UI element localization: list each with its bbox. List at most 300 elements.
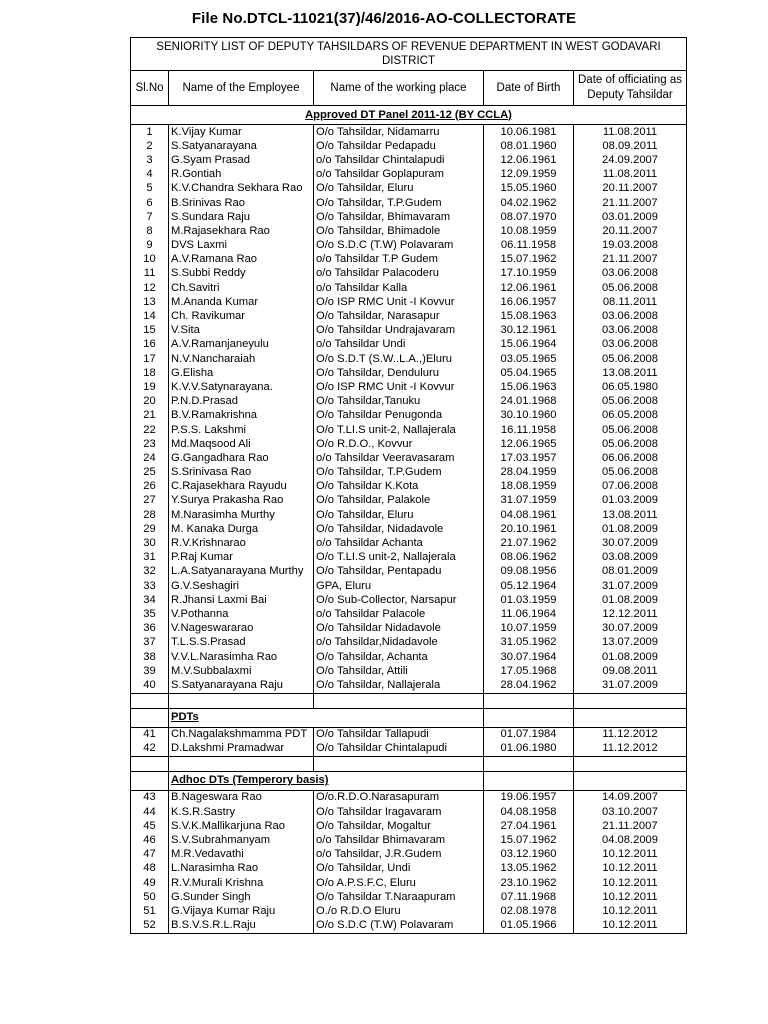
cell-employee-name: P.N.D.Prasad bbox=[169, 395, 314, 409]
cell-employee-name: Ch.Nagalakshmamma PDT bbox=[169, 727, 314, 742]
cell-employee-name: K.Vijay Kumar bbox=[169, 125, 314, 140]
cell-employee-name: L.A.Satyanarayana Murthy bbox=[169, 565, 314, 579]
table-row bbox=[131, 848, 687, 862]
table-row bbox=[131, 295, 687, 309]
cell-date-officiating: 10.12.2011 bbox=[574, 890, 687, 904]
cell-date-officiating: 13.08.2011 bbox=[574, 366, 687, 380]
cell-working-place: O/o Tahsildar, Palakole bbox=[314, 494, 484, 508]
empty-cell bbox=[484, 708, 574, 727]
cell-working-place: O/o Tahsildar, Narasapur bbox=[314, 309, 484, 323]
seniority-table bbox=[130, 37, 687, 934]
cell-employee-name: R.V.Murali Krishna bbox=[169, 876, 314, 890]
cell-date-of-birth: 12.09.1959 bbox=[484, 168, 574, 182]
empty-cell bbox=[169, 756, 314, 771]
table-row bbox=[131, 862, 687, 876]
cell-slno: 51 bbox=[131, 904, 169, 918]
empty-cell bbox=[574, 771, 687, 790]
cell-date-of-birth: 10.07.1959 bbox=[484, 622, 574, 636]
cell-slno: 3 bbox=[131, 153, 169, 167]
cell-date-of-birth: 08.01.1960 bbox=[484, 139, 574, 153]
cell-date-of-birth: 16.11.1958 bbox=[484, 423, 574, 437]
cell-employee-name: S.Satyanarayana Raju bbox=[169, 678, 314, 693]
table-row bbox=[131, 338, 687, 352]
cell-employee-name: G.Sunder Singh bbox=[169, 890, 314, 904]
cell-employee-name: L.Narasimha Rao bbox=[169, 862, 314, 876]
cell-date-officiating: 06.06.2008 bbox=[574, 451, 687, 465]
cell-working-place: O/o Tahsildar K.Kota bbox=[314, 480, 484, 494]
column-header-slno: Sl.No bbox=[131, 71, 169, 106]
cell-date-of-birth: 05.12.1964 bbox=[484, 579, 574, 593]
cell-date-officiating: 05.06.2008 bbox=[574, 352, 687, 366]
cell-date-of-birth: 19.06.1957 bbox=[484, 790, 574, 805]
cell-date-officiating: 01.08.2009 bbox=[574, 522, 687, 536]
cell-slno: 14 bbox=[131, 309, 169, 323]
cell-date-officiating: 03.01.2009 bbox=[574, 210, 687, 224]
cell-working-place: O/o Tahsildar, Undi bbox=[314, 862, 484, 876]
cell-slno: 1 bbox=[131, 125, 169, 140]
cell-date-officiating: 03.06.2008 bbox=[574, 309, 687, 323]
cell-date-officiating: 05.06.2008 bbox=[574, 423, 687, 437]
cell-employee-name: V.Pothanna bbox=[169, 607, 314, 621]
cell-date-of-birth: 07.11.1968 bbox=[484, 890, 574, 904]
empty-cell bbox=[314, 693, 484, 708]
cell-employee-name: G.Gangadhara Rao bbox=[169, 451, 314, 465]
cell-working-place: O/o R.D.O., Kovvur bbox=[314, 437, 484, 451]
cell-date-officiating: 11.08.2011 bbox=[574, 125, 687, 140]
cell-slno: 48 bbox=[131, 862, 169, 876]
cell-employee-name: V.V.L.Narasimha Rao bbox=[169, 650, 314, 664]
cell-date-officiating: 08.01.2009 bbox=[574, 565, 687, 579]
table-row bbox=[131, 423, 687, 437]
cell-date-of-birth: 04.02.1962 bbox=[484, 196, 574, 210]
cell-working-place: O/o Tahsildar,Tanuku bbox=[314, 395, 484, 409]
cell-working-place: o/o Tahsildar Achanta bbox=[314, 536, 484, 550]
cell-working-place: O/o S.D.C (T.W) Polavaram bbox=[314, 239, 484, 253]
table-row bbox=[131, 664, 687, 678]
cell-employee-name: B.Srinivas Rao bbox=[169, 196, 314, 210]
cell-employee-name: Y.Surya Prakasha Rao bbox=[169, 494, 314, 508]
cell-date-officiating: 01.08.2009 bbox=[574, 650, 687, 664]
section-heading: PDTs bbox=[169, 708, 484, 727]
cell-date-officiating: 01.03.2009 bbox=[574, 494, 687, 508]
cell-date-of-birth: 15.06.1963 bbox=[484, 380, 574, 394]
table-row bbox=[131, 890, 687, 904]
cell-working-place: O/o Tahsildar Chintalapudi bbox=[314, 742, 484, 757]
cell-employee-name: R.Jhansi Laxmi Bai bbox=[169, 593, 314, 607]
cell-working-place: o/o Tahsildar Kalla bbox=[314, 281, 484, 295]
cell-date-of-birth: 12.06.1961 bbox=[484, 153, 574, 167]
cell-slno: 27 bbox=[131, 494, 169, 508]
cell-date-officiating: 10.12.2011 bbox=[574, 848, 687, 862]
cell-working-place: O./o R.D.O Eluru bbox=[314, 904, 484, 918]
cell-date-officiating: 06.05.2008 bbox=[574, 409, 687, 423]
cell-slno: 18 bbox=[131, 366, 169, 380]
cell-working-place: O/o A.P.S.F.C, Eluru bbox=[314, 876, 484, 890]
cell-date-officiating: 03.06.2008 bbox=[574, 324, 687, 338]
cell-employee-name: B.Nageswara Rao bbox=[169, 790, 314, 805]
cell-date-of-birth: 13.05.1962 bbox=[484, 862, 574, 876]
cell-date-of-birth: 17.03.1957 bbox=[484, 451, 574, 465]
section-heading: Adhoc DTs (Temperory basis) bbox=[169, 771, 484, 790]
table-row bbox=[131, 565, 687, 579]
cell-working-place: O/o.R.D.O.Narasapuram bbox=[314, 790, 484, 805]
cell-employee-name: M. Kanaka Durga bbox=[169, 522, 314, 536]
cell-date-of-birth: 24.01.1968 bbox=[484, 395, 574, 409]
table-row bbox=[131, 224, 687, 238]
cell-working-place: O/o Tahsildar, Bhimavaram bbox=[314, 210, 484, 224]
cell-date-of-birth: 03.05.1965 bbox=[484, 352, 574, 366]
cell-working-place: O/o Tahsildar Tallapudi bbox=[314, 727, 484, 742]
cell-slno: 13 bbox=[131, 295, 169, 309]
column-header-date-officiating: Date of officiating as Deputy Tahsildar bbox=[574, 71, 687, 106]
cell-date-officiating: 30.07.2009 bbox=[574, 622, 687, 636]
cell-date-officiating: 21.11.2007 bbox=[574, 196, 687, 210]
section-heading-row bbox=[131, 106, 687, 125]
cell-date-of-birth: 06.11.1958 bbox=[484, 239, 574, 253]
cell-working-place: O/o Tahsildar Iragavaram bbox=[314, 805, 484, 819]
cell-working-place: O/o Tahsildar, T.P.Gudem bbox=[314, 466, 484, 480]
cell-employee-name: D.Lakshmi Pramadwar bbox=[169, 742, 314, 757]
cell-working-place: O/o Tahsildar, Pentapadu bbox=[314, 565, 484, 579]
table-row bbox=[131, 309, 687, 323]
cell-date-of-birth: 17.10.1959 bbox=[484, 267, 574, 281]
cell-slno: 21 bbox=[131, 409, 169, 423]
cell-employee-name: V.Sita bbox=[169, 324, 314, 338]
empty-cell bbox=[131, 771, 169, 790]
cell-slno: 36 bbox=[131, 622, 169, 636]
cell-employee-name: S.Satyanarayana bbox=[169, 139, 314, 153]
cell-date-of-birth: 15.07.1962 bbox=[484, 833, 574, 847]
cell-working-place: O/o T.LI.S unit-2, Nallajerala bbox=[314, 423, 484, 437]
cell-date-of-birth: 31.07.1959 bbox=[484, 494, 574, 508]
cell-slno: 8 bbox=[131, 224, 169, 238]
cell-date-officiating: 11.12.2012 bbox=[574, 742, 687, 757]
table-row bbox=[131, 125, 687, 140]
cell-slno: 7 bbox=[131, 210, 169, 224]
table-row bbox=[131, 267, 687, 281]
table-row bbox=[131, 182, 687, 196]
cell-working-place: O/o Tahsildar Undrajavaram bbox=[314, 324, 484, 338]
cell-date-of-birth: 01.06.1980 bbox=[484, 742, 574, 757]
cell-date-officiating: 19.03.2008 bbox=[574, 239, 687, 253]
cell-employee-name: V.Nageswararao bbox=[169, 622, 314, 636]
cell-slno: 44 bbox=[131, 805, 169, 819]
cell-working-place: GPA, Eluru bbox=[314, 579, 484, 593]
cell-working-place: O/o Tahsildar, Achanta bbox=[314, 650, 484, 664]
column-header-date-of-birth: Date of Birth bbox=[484, 71, 574, 106]
cell-employee-name: A.V.Ramana Rao bbox=[169, 253, 314, 267]
table-row bbox=[131, 819, 687, 833]
cell-employee-name: M.Rajasekhara Rao bbox=[169, 224, 314, 238]
cell-working-place: O/o S.D.T (S.W..L.A.,)Eluru bbox=[314, 352, 484, 366]
cell-slno: 47 bbox=[131, 848, 169, 862]
empty-cell bbox=[484, 771, 574, 790]
cell-date-officiating: 04.08.2009 bbox=[574, 833, 687, 847]
cell-slno: 25 bbox=[131, 466, 169, 480]
cell-slno: 30 bbox=[131, 536, 169, 550]
cell-slno: 35 bbox=[131, 607, 169, 621]
cell-date-of-birth: 12.06.1965 bbox=[484, 437, 574, 451]
cell-slno: 9 bbox=[131, 239, 169, 253]
cell-employee-name: C.Rajasekhara Rayudu bbox=[169, 480, 314, 494]
cell-employee-name: S.Sundara Raju bbox=[169, 210, 314, 224]
cell-employee-name: T.L.S.S.Prasad bbox=[169, 636, 314, 650]
cell-slno: 4 bbox=[131, 168, 169, 182]
cell-date-officiating: 03.10.2007 bbox=[574, 805, 687, 819]
cell-date-of-birth: 15.06.1964 bbox=[484, 338, 574, 352]
cell-date-of-birth: 23.10.1962 bbox=[484, 876, 574, 890]
table-row bbox=[131, 522, 687, 536]
cell-employee-name: P.S.S. Lakshmi bbox=[169, 423, 314, 437]
cell-employee-name: S.Srinivasa Rao bbox=[169, 466, 314, 480]
cell-working-place: o/o Tahsildar Veeravasaram bbox=[314, 451, 484, 465]
cell-date-of-birth: 30.07.1964 bbox=[484, 650, 574, 664]
cell-slno: 50 bbox=[131, 890, 169, 904]
cell-date-of-birth: 03.12.1960 bbox=[484, 848, 574, 862]
table-row bbox=[131, 622, 687, 636]
cell-date-of-birth: 28.04.1959 bbox=[484, 466, 574, 480]
cell-date-officiating: 14.09.2007 bbox=[574, 790, 687, 805]
cell-working-place: O/o ISP RMC Unit -I Kovvur bbox=[314, 380, 484, 394]
cell-date-officiating: 08.11.2011 bbox=[574, 295, 687, 309]
table-row bbox=[131, 904, 687, 918]
cell-working-place: O/o Tahsildar, Nallajerala bbox=[314, 678, 484, 693]
cell-slno: 39 bbox=[131, 664, 169, 678]
cell-employee-name: S.V.K.Mallikarjuna Rao bbox=[169, 819, 314, 833]
list-title: SENIORITY LIST OF DEPUTY TAHSILDARS OF REVENUE DEPARTMENT IN WEST GODAVARI DISTRICT bbox=[131, 38, 687, 71]
table-row bbox=[131, 636, 687, 650]
cell-date-officiating: 01.08.2009 bbox=[574, 593, 687, 607]
cell-employee-name: DVS Laxmi bbox=[169, 239, 314, 253]
cell-date-officiating: 05.06.2008 bbox=[574, 281, 687, 295]
cell-working-place: O/o ISP RMC Unit -I Kovvur bbox=[314, 295, 484, 309]
cell-slno: 24 bbox=[131, 451, 169, 465]
cell-slno: 52 bbox=[131, 919, 169, 934]
cell-date-officiating: 08.09.2011 bbox=[574, 139, 687, 153]
table-row bbox=[131, 650, 687, 664]
file-title: File No.DTCL-11021(37)/46/2016-AO-COLLECTORATE bbox=[191, 10, 577, 27]
cell-date-of-birth: 01.05.1966 bbox=[484, 919, 574, 934]
cell-date-officiating: 05.06.2008 bbox=[574, 437, 687, 451]
cell-employee-name: G.Syam Prasad bbox=[169, 153, 314, 167]
cell-date-of-birth: 20.10.1961 bbox=[484, 522, 574, 536]
cell-slno: 28 bbox=[131, 508, 169, 522]
table-row bbox=[131, 790, 687, 805]
table-row bbox=[131, 210, 687, 224]
cell-working-place: O/o Tahsildar Nidadavole bbox=[314, 622, 484, 636]
table-row bbox=[131, 281, 687, 295]
table-row bbox=[131, 168, 687, 182]
cell-slno: 34 bbox=[131, 593, 169, 607]
cell-date-of-birth: 17.05.1968 bbox=[484, 664, 574, 678]
cell-date-officiating: 03.06.2008 bbox=[574, 267, 687, 281]
spacer-row bbox=[131, 693, 687, 708]
cell-date-of-birth: 02.08.1978 bbox=[484, 904, 574, 918]
cell-date-officiating: 13.08.2011 bbox=[574, 508, 687, 522]
cell-slno: 12 bbox=[131, 281, 169, 295]
cell-date-officiating: 09.08.2011 bbox=[574, 664, 687, 678]
table-row bbox=[131, 742, 687, 757]
cell-date-of-birth: 28.04.1962 bbox=[484, 678, 574, 693]
cell-date-officiating: 12.12.2011 bbox=[574, 607, 687, 621]
cell-slno: 29 bbox=[131, 522, 169, 536]
table-row bbox=[131, 352, 687, 366]
cell-employee-name: S.Subbi Reddy bbox=[169, 267, 314, 281]
cell-slno: 2 bbox=[131, 139, 169, 153]
table-row bbox=[131, 536, 687, 550]
cell-slno: 38 bbox=[131, 650, 169, 664]
cell-date-of-birth: 18.08.1959 bbox=[484, 480, 574, 494]
table-row bbox=[131, 196, 687, 210]
cell-working-place: O/o Tahsildar, Eluru bbox=[314, 182, 484, 196]
cell-date-officiating: 10.12.2011 bbox=[574, 904, 687, 918]
cell-date-officiating: 21.11.2007 bbox=[574, 253, 687, 267]
cell-date-of-birth: 30.12.1961 bbox=[484, 324, 574, 338]
cell-date-officiating: 10.12.2011 bbox=[574, 876, 687, 890]
cell-slno: 19 bbox=[131, 380, 169, 394]
cell-slno: 5 bbox=[131, 182, 169, 196]
cell-employee-name: K.S.R.Sastry bbox=[169, 805, 314, 819]
cell-slno: 16 bbox=[131, 338, 169, 352]
cell-employee-name: G.Vijaya Kumar Raju bbox=[169, 904, 314, 918]
cell-employee-name: B.V.Ramakrishna bbox=[169, 409, 314, 423]
cell-employee-name: A.V.Ramanjaneyulu bbox=[169, 338, 314, 352]
cell-slno: 15 bbox=[131, 324, 169, 338]
cell-date-of-birth: 21.07.1962 bbox=[484, 536, 574, 550]
empty-cell bbox=[131, 693, 169, 708]
empty-cell bbox=[484, 693, 574, 708]
cell-employee-name: K.V.Chandra Sekhara Rao bbox=[169, 182, 314, 196]
table-row bbox=[131, 139, 687, 153]
cell-slno: 49 bbox=[131, 876, 169, 890]
column-header-name: Name of the Employee bbox=[169, 71, 314, 106]
empty-cell bbox=[574, 756, 687, 771]
cell-date-of-birth: 01.03.1959 bbox=[484, 593, 574, 607]
cell-employee-name: R.V.Krishnarao bbox=[169, 536, 314, 550]
cell-date-officiating: 20.11.2007 bbox=[574, 182, 687, 196]
cell-employee-name: G.Elisha bbox=[169, 366, 314, 380]
cell-slno: 11 bbox=[131, 267, 169, 281]
cell-date-of-birth: 05.04.1965 bbox=[484, 366, 574, 380]
cell-employee-name: B.S.V.S.R.L.Raju bbox=[169, 919, 314, 934]
cell-slno: 20 bbox=[131, 395, 169, 409]
cell-working-place: o/o Tahsildar Goplapuram bbox=[314, 168, 484, 182]
cell-date-officiating: 20.11.2007 bbox=[574, 224, 687, 238]
cell-date-officiating: 10.12.2011 bbox=[574, 862, 687, 876]
empty-cell bbox=[131, 756, 169, 771]
table-row bbox=[131, 551, 687, 565]
cell-date-of-birth: 08.07.1970 bbox=[484, 210, 574, 224]
cell-employee-name: M.V.Subbalaxmi bbox=[169, 664, 314, 678]
cell-working-place: o/o Tahsildar,Nidadavole bbox=[314, 636, 484, 650]
cell-date-of-birth: 30.10.1960 bbox=[484, 409, 574, 423]
table-row bbox=[131, 239, 687, 253]
table-row bbox=[131, 727, 687, 742]
cell-slno: 40 bbox=[131, 678, 169, 693]
cell-employee-name: G.V.Seshagiri bbox=[169, 579, 314, 593]
cell-date-officiating: 10.12.2011 bbox=[574, 919, 687, 934]
cell-slno: 37 bbox=[131, 636, 169, 650]
table-row bbox=[131, 366, 687, 380]
cell-working-place: o/o Tahsildar, J.R.Gudem bbox=[314, 848, 484, 862]
table-row bbox=[131, 466, 687, 480]
table-row bbox=[131, 593, 687, 607]
cell-date-officiating: 07.06.2008 bbox=[574, 480, 687, 494]
cell-working-place: O/o Tahsildar T.Naraapuram bbox=[314, 890, 484, 904]
cell-date-officiating: 03.06.2008 bbox=[574, 338, 687, 352]
cell-employee-name: P.Raj Kumar bbox=[169, 551, 314, 565]
table-row bbox=[131, 395, 687, 409]
cell-working-place: O/o Tahsildar, Eluru bbox=[314, 508, 484, 522]
cell-slno: 46 bbox=[131, 833, 169, 847]
table-row bbox=[131, 919, 687, 934]
table-row bbox=[131, 324, 687, 338]
cell-date-of-birth: 15.05.1960 bbox=[484, 182, 574, 196]
spacer-row bbox=[131, 756, 687, 771]
cell-date-officiating: 05.06.2008 bbox=[574, 395, 687, 409]
table-row bbox=[131, 876, 687, 890]
cell-working-place: O/o Tahsildar, Nidadavole bbox=[314, 522, 484, 536]
cell-slno: 32 bbox=[131, 565, 169, 579]
cell-date-officiating: 11.08.2011 bbox=[574, 168, 687, 182]
cell-employee-name: Ch. Ravikumar bbox=[169, 309, 314, 323]
table-row bbox=[131, 508, 687, 522]
table-body bbox=[131, 106, 687, 934]
empty-cell bbox=[314, 756, 484, 771]
table-row bbox=[131, 437, 687, 451]
cell-slno: 45 bbox=[131, 819, 169, 833]
cell-date-of-birth: 15.07.1962 bbox=[484, 253, 574, 267]
cell-working-place: o/o Tahsildar T.P Gudem bbox=[314, 253, 484, 267]
cell-date-of-birth: 09.08.1956 bbox=[484, 565, 574, 579]
cell-date-officiating: 13.07.2009 bbox=[574, 636, 687, 650]
column-header-row bbox=[131, 71, 687, 106]
cell-working-place: O/o Tahsildar, T.P.Gudem bbox=[314, 196, 484, 210]
cell-slno: 33 bbox=[131, 579, 169, 593]
cell-employee-name: M.R.Vedavathi bbox=[169, 848, 314, 862]
table-row bbox=[131, 253, 687, 267]
cell-working-place: O/o Tahsildar, Denduluru bbox=[314, 366, 484, 380]
cell-slno: 17 bbox=[131, 352, 169, 366]
cell-working-place: O/o Sub-Collector, Narsapur bbox=[314, 593, 484, 607]
cell-slno: 23 bbox=[131, 437, 169, 451]
cell-date-of-birth: 01.07.1984 bbox=[484, 727, 574, 742]
cell-working-place: O/o Tahsildar, Bhimadole bbox=[314, 224, 484, 238]
cell-working-place: o/o Tahsildar Palacoderu bbox=[314, 267, 484, 281]
table-row bbox=[131, 805, 687, 819]
cell-slno: 42 bbox=[131, 742, 169, 757]
cell-employee-name: Md.Maqsood Ali bbox=[169, 437, 314, 451]
cell-working-place: o/o Tahsildar Undi bbox=[314, 338, 484, 352]
cell-employee-name: M.Ananda Kumar bbox=[169, 295, 314, 309]
cell-employee-name: M.Narasimha Murthy bbox=[169, 508, 314, 522]
cell-working-place: O/o Tahsildar Penugonda bbox=[314, 409, 484, 423]
cell-date-officiating: 05.06.2008 bbox=[574, 466, 687, 480]
cell-date-of-birth: 16.06.1957 bbox=[484, 295, 574, 309]
section-heading-row bbox=[131, 708, 687, 727]
cell-employee-name: S.V.Subrahmanyam bbox=[169, 833, 314, 847]
section-heading-row bbox=[131, 771, 687, 790]
cell-date-officiating: 30.07.2009 bbox=[574, 536, 687, 550]
cell-working-place: O/o T.LI.S unit-2, Nallajerala bbox=[314, 551, 484, 565]
cell-date-of-birth: 11.06.1964 bbox=[484, 607, 574, 621]
cell-date-officiating: 24.09.2007 bbox=[574, 153, 687, 167]
cell-slno: 10 bbox=[131, 253, 169, 267]
cell-slno: 22 bbox=[131, 423, 169, 437]
cell-working-place: O/o Tahsildar, Nidamarru bbox=[314, 125, 484, 140]
cell-date-of-birth: 31.05.1962 bbox=[484, 636, 574, 650]
cell-date-officiating: 21.11.2007 bbox=[574, 819, 687, 833]
